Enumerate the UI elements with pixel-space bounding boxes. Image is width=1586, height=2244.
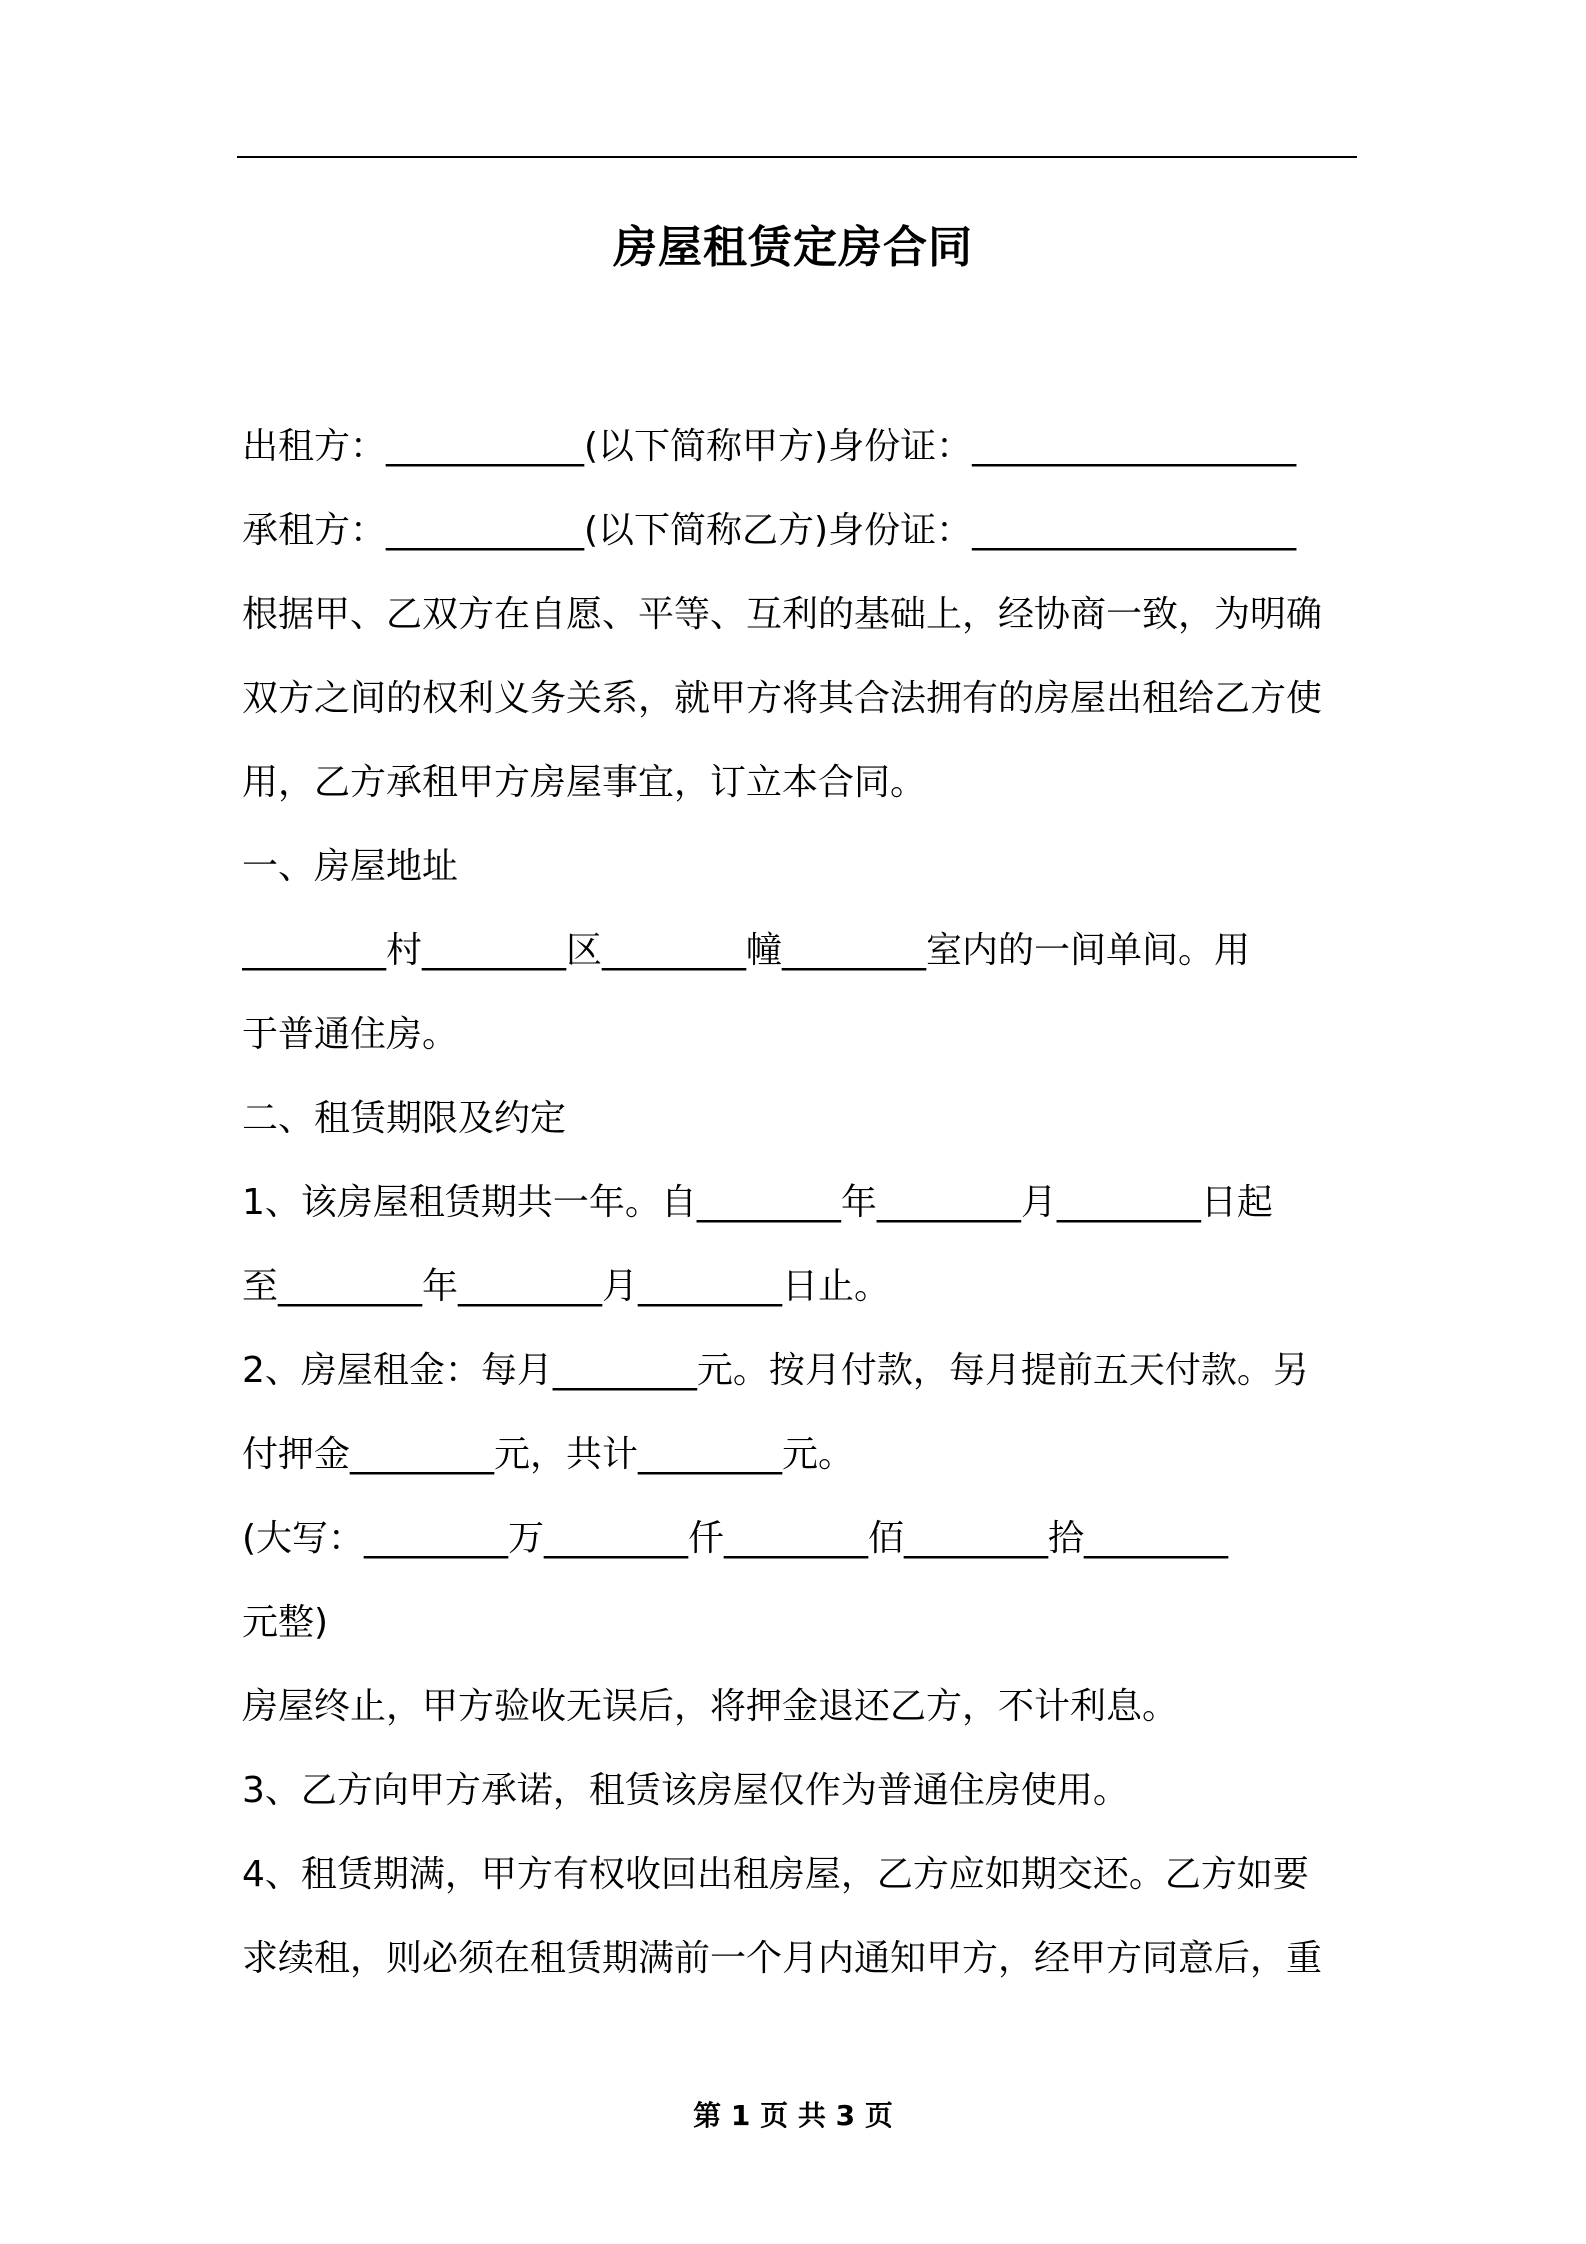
lessor-line: 出租方：___________(以下简称甲方)身份证：__________________	[242, 426, 1297, 467]
header-rule	[237, 156, 1357, 158]
address-line: 于普通住房。	[242, 1014, 459, 1055]
preamble-line: 根据甲、乙双方在自愿、平等、互利的基础上，经协商一致，为明确	[242, 594, 1323, 635]
contract-body	[242, 405, 1357, 2001]
address-line: ________村________区________幢________室内的一间单间。用	[242, 930, 1251, 971]
clause-2-line: 付押金________元，共计________元。	[242, 1434, 855, 1475]
clause-2-line: 2、房屋租金：每月________元。按月付款，每月提前五天付款。另	[242, 1350, 1309, 1391]
document-title: 房屋租赁定房合同	[613, 222, 973, 273]
lessee-line: 承租方：___________(以下简称乙方)身份证：__________________	[242, 510, 1297, 551]
preamble-line: 用，乙方承租甲方房屋事宜，订立本合同。	[242, 762, 927, 803]
section-heading-address: 一、房屋地址	[242, 846, 459, 887]
preamble-line: 双方之间的权利义务关系，就甲方将其合法拥有的房屋出租给乙方使	[242, 678, 1323, 719]
deposit-return-line: 房屋终止，甲方验收无误后，将押金退还乙方，不计利息。	[242, 1686, 1179, 1727]
clause-4-line: 4、租赁期满，甲方有权收回出租房屋，乙方应如期交还。乙方如要	[242, 1854, 1309, 1895]
amount-in-words-line: 元整)	[242, 1602, 329, 1643]
page-number: 第 1 页 共 3 页	[693, 2099, 893, 2132]
clause-1-line: 1、该房屋租赁期共一年。自________年________月________日起	[242, 1182, 1273, 1223]
amount-in-words-line: (大写：________万________仟________佰________拾________	[242, 1518, 1229, 1559]
clause-3-line: 3、乙方向甲方承诺，租赁该房屋仅作为普通住房使用。	[242, 1770, 1129, 1811]
clause-4-line: 求续租，则必须在租赁期满前一个月内通知甲方，经甲方同意后，重	[242, 1938, 1323, 1979]
clause-1-line: 至________年________月________日止。	[242, 1266, 891, 1307]
section-heading-term: 二、租赁期限及约定	[242, 1098, 567, 1139]
